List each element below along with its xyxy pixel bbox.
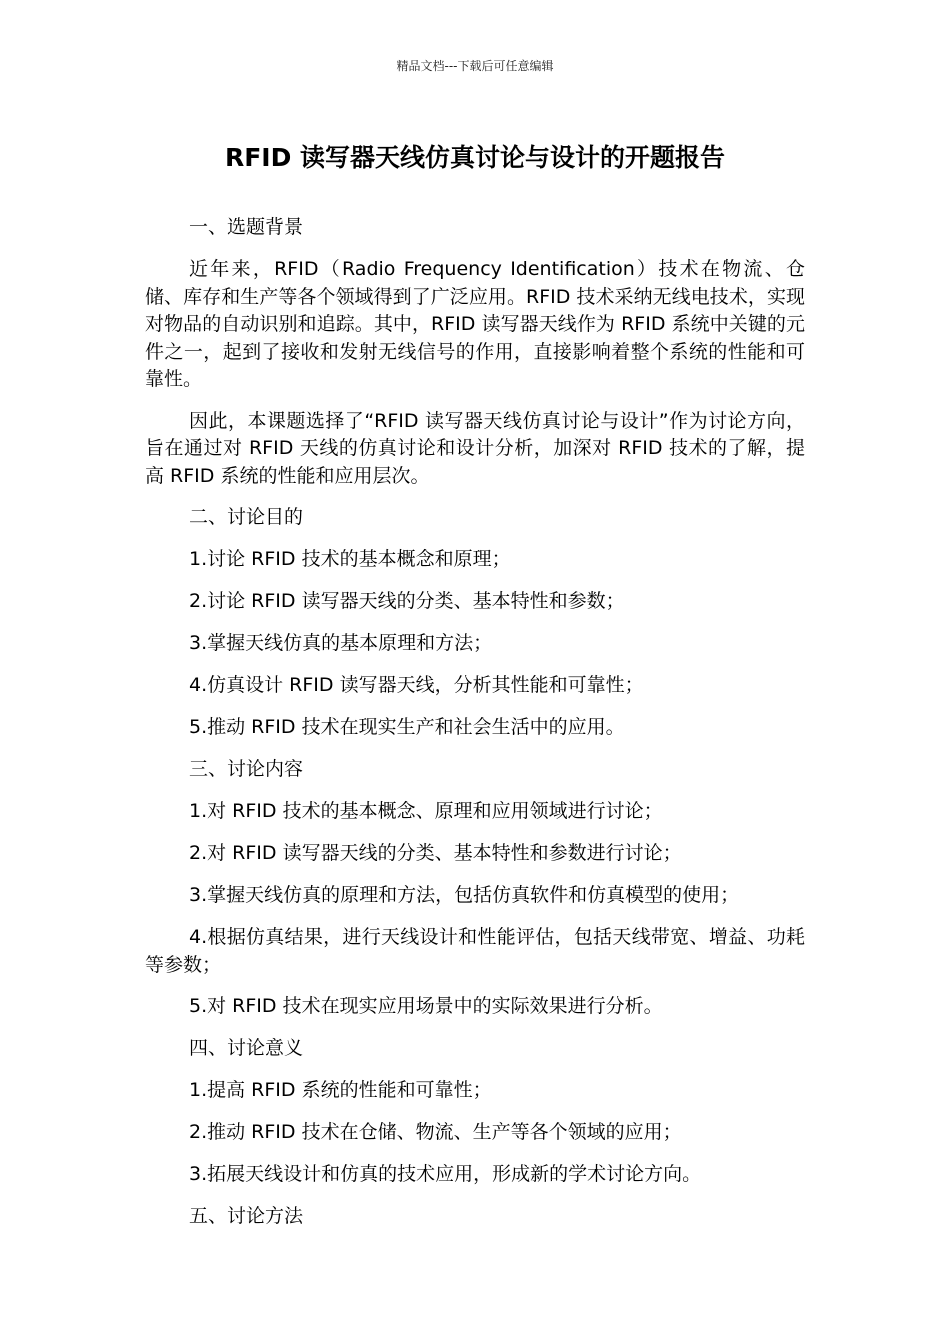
list-item: 1.提高 RFID 系统的性能和可靠性；: [189, 1079, 492, 1101]
list-item: 5.对 RFID 技术在现实应用场景中的实际效果进行分析。: [189, 995, 663, 1017]
paragraph-background-intro: 近年来，RFID（Radio Frequency Identification）技术在物流、仓储、库存和生产等各个领域得到了广泛应用。RFID 技术采纳无线电技术，实现对物品的自动识别和追踪。其中，RFID 读写器天线作为 RFID 系统中关键的元件之一，起到了接收和发射无线信号的作用，直接影响着整个系统的性能和可靠性。: [145, 258, 805, 390]
section-heading-method: 五、讨论方法: [189, 1205, 304, 1227]
document-body: [145, 214, 805, 1245]
section-heading-significance: 四、讨论意义: [189, 1037, 304, 1059]
list-item: 3.掌握天线仿真的基本原理和方法；: [189, 632, 493, 654]
list-item: 5.推动 RFID 技术在现实生产和社会生活中的应用。: [189, 716, 625, 738]
document-title: RFID 读写器天线仿真讨论与设计的开题报告: [224, 143, 726, 172]
list-item: 2.推动 RFID 技术在仓储、物流、生产等各个领域的应用；: [189, 1121, 682, 1143]
list-item: 3.掌握天线仿真的原理和方法，包括仿真软件和仿真模型的使用；: [189, 884, 740, 906]
list-item: 3.拓展天线设计和仿真的技术应用，形成新的学术讨论方向。: [189, 1163, 702, 1185]
paragraph-background-topic: 因此，本课题选择了“RFID 读写器天线仿真讨论与设计”作为讨论方向，旨在通过对 RFID 天线的仿真讨论和设计分析，加深对 RFID 技术的了解，提高 RFID 系统的性能和应用层次。: [145, 409, 805, 487]
list-item: 1.讨论 RFID 技术的基本概念和原理；: [189, 548, 511, 570]
section-heading-background: 一、选题背景: [189, 216, 304, 238]
list-item: 1.对 RFID 技术的基本概念、原理和应用领域进行讨论；: [189, 800, 663, 822]
list-item: 4.根据仿真结果，进行天线设计和性能评估，包括天线带宽、增益、功耗等参数；: [145, 926, 805, 976]
header-note: 精品文档---下载后可任意编辑: [396, 59, 554, 73]
list-item: 4.仿真设计 RFID 读写器天线，分析其性能和可靠性；: [189, 674, 644, 696]
list-item: 2.对 RFID 读写器天线的分类、基本特性和参数进行讨论；: [189, 842, 682, 864]
section-heading-content: 三、讨论内容: [189, 758, 304, 780]
section-heading-purpose: 二、讨论目的: [189, 506, 304, 528]
list-item: 2.讨论 RFID 读写器天线的分类、基本特性和参数；: [189, 590, 625, 612]
